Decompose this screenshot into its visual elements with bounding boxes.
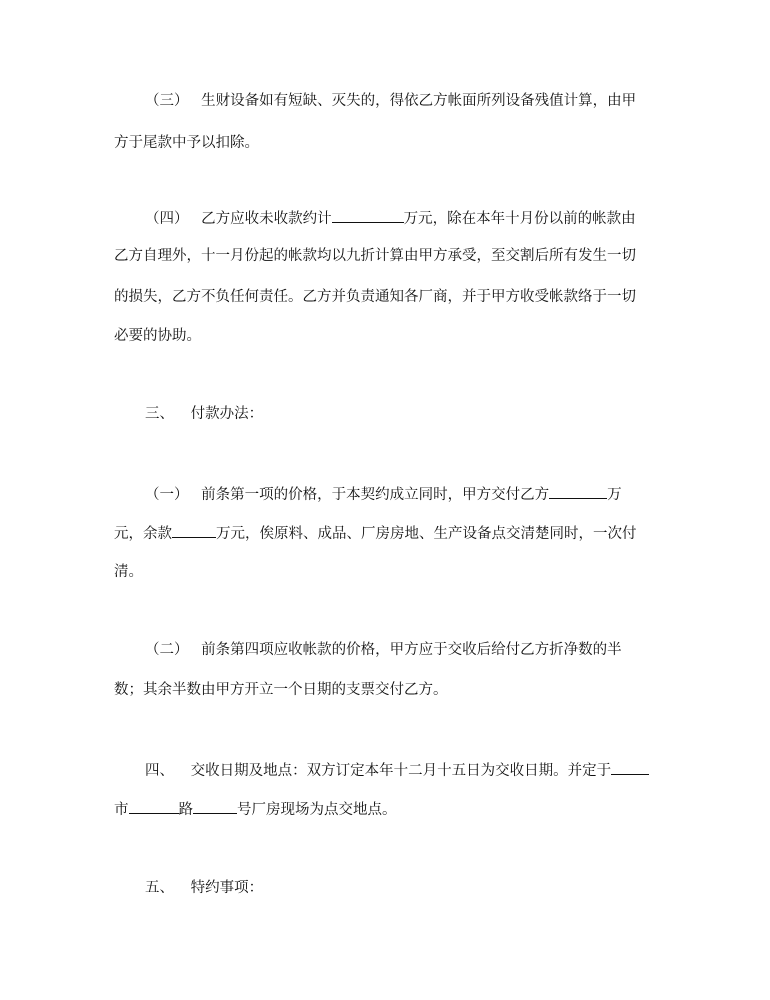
pay-2-marker: （二） <box>145 642 189 658</box>
item-3-line-1 <box>145 91 636 111</box>
item-4-line-1 <box>145 208 636 229</box>
pay-1-text-1a: 前条第一项的价格，于本契约成立同时，甲方交付乙方 <box>201 487 550 503</box>
pay-2-line-1 <box>145 640 622 660</box>
item-4-line-4 <box>114 326 201 346</box>
heading-5-marker: 五、 <box>145 880 174 896</box>
number-blank[interactable] <box>193 799 237 814</box>
road-label: 路 <box>178 802 193 818</box>
amount-blank-receivable[interactable] <box>332 208 404 223</box>
heading-3-title: 付款办法： <box>190 406 264 422</box>
item-3-line-2 <box>114 133 259 153</box>
heading-4-line-1 <box>145 760 649 781</box>
pay-1-text-3: 清。 <box>114 564 143 580</box>
city-blank-prefix[interactable] <box>611 760 649 775</box>
pay-1-line-3 <box>114 562 143 582</box>
item-4-text-4: 必要的协助。 <box>114 328 201 344</box>
pay-2-line-2 <box>114 680 448 700</box>
pay-2-text-2: 数；其余半数由甲方开立一个日期的支票交付乙方。 <box>114 682 448 698</box>
pay-1-marker: （一） <box>145 487 189 503</box>
item-3-text-1: 生财设备如有短缺、灭失的，得依乙方帐面所列设备残值计算，由甲 <box>201 93 637 109</box>
item-4-line-2 <box>114 246 636 266</box>
item-3-marker: （三） <box>145 93 189 109</box>
heading-4-marker: 四、 <box>145 763 174 779</box>
item-4-text-1a: 乙方应收未收款约计 <box>201 211 332 227</box>
item-4-marker: （四） <box>145 211 189 227</box>
heading-3 <box>145 404 263 424</box>
amount-blank-balance[interactable] <box>172 523 216 538</box>
pay-1-text-2b: 万元，俟原料、成品、厂房房地、生产设备点交清楚同时，一次付 <box>216 526 637 542</box>
heading-3-marker: 三、 <box>145 406 174 422</box>
heading-4-line-2 <box>114 799 397 820</box>
heading-4-text-1: 交收日期及地点：双方订定本年十二月十五日为交收日期。并定于 <box>190 763 612 779</box>
amount-blank-first[interactable] <box>549 484 607 499</box>
heading-5 <box>145 878 263 898</box>
location-text: 号厂房现场为点交地点。 <box>237 802 397 818</box>
item-4-text-3: 的损失，乙方不负任何责任。乙方并负责通知各厂商，并于甲方收受帐款络于一切 <box>114 289 636 305</box>
pay-1-text-2a: 元，余款 <box>114 526 172 542</box>
item-4-text-2: 乙方自理外，十一月份起的帐款均以九折计算由甲方承受，至交割后所有发生一切 <box>114 248 636 264</box>
pay-1-line-2 <box>114 523 637 544</box>
city-label: 市 <box>114 802 129 818</box>
pay-1-line-1 <box>145 484 622 505</box>
city-blank[interactable] <box>129 799 179 814</box>
item-3-text-2: 方于尾款中予以扣除。 <box>114 135 259 151</box>
item-4-line-3 <box>114 287 636 307</box>
pay-1-text-1b: 万 <box>607 487 622 503</box>
item-4-text-1b: 万元，除在本年十月份以前的帐款由 <box>403 211 636 227</box>
heading-5-title: 特约事项： <box>190 880 264 896</box>
pay-2-text-1: 前条第四项应收帐款的价格，甲方应于交收后给付乙方折净数的半 <box>201 642 622 658</box>
